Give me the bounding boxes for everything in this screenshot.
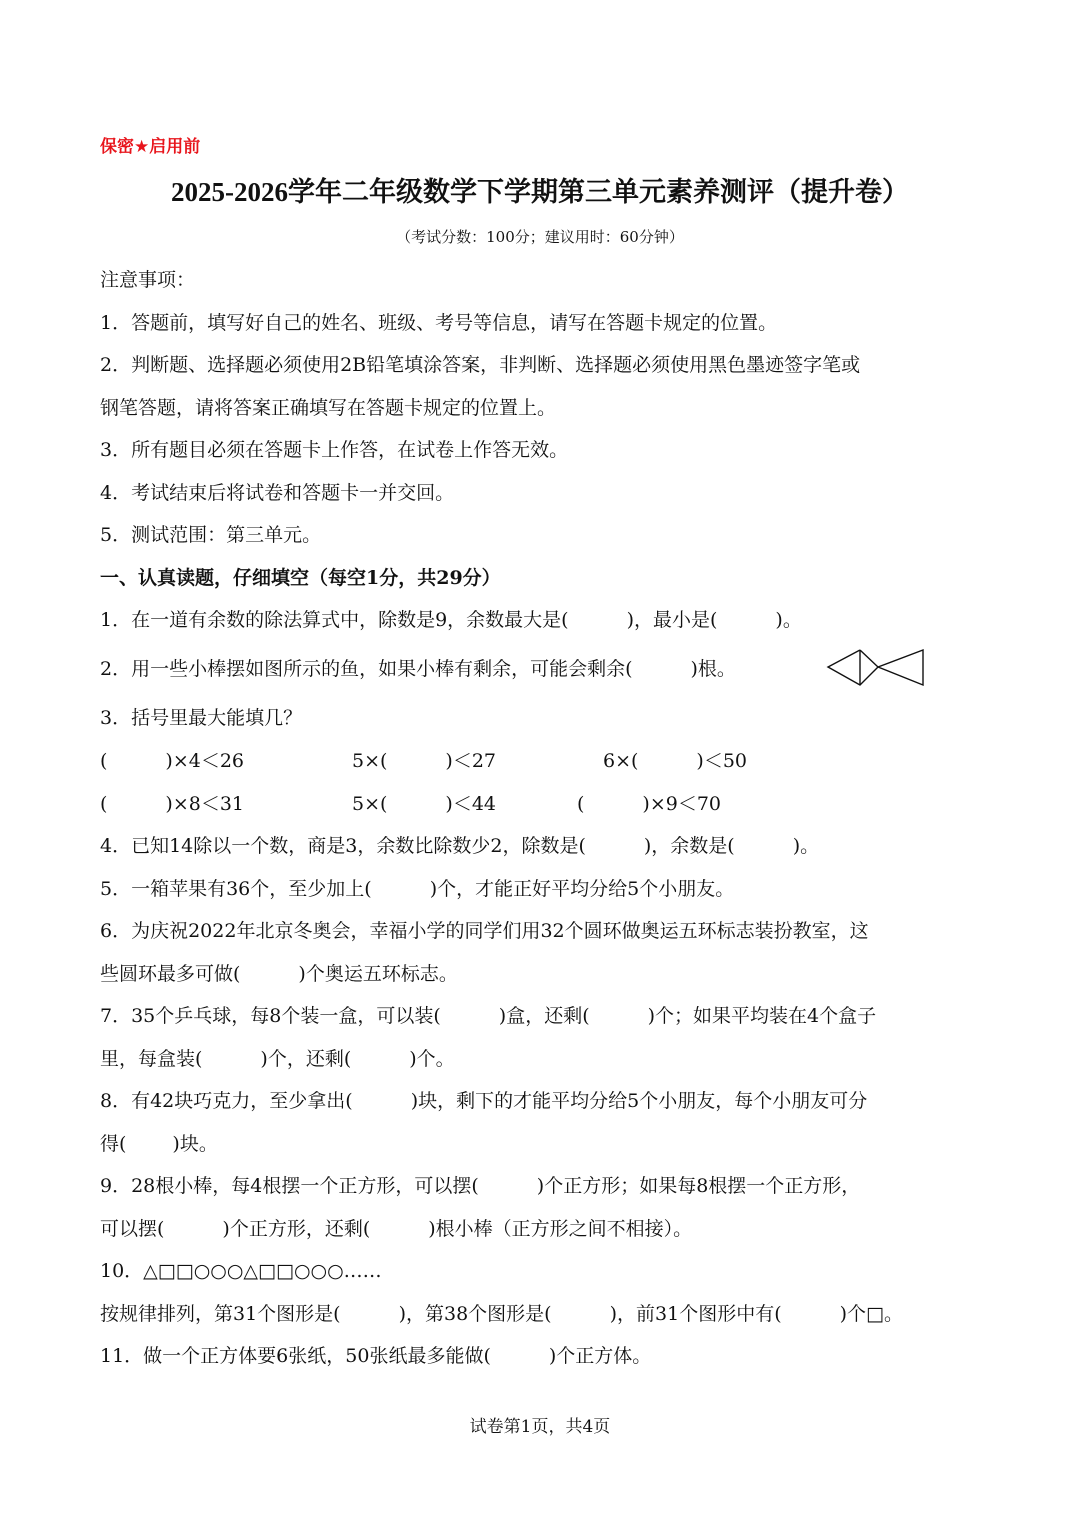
question-5: 5．一箱苹果有36个，至少加上( )个，才能正好平均分给5个小朋友。 xyxy=(100,878,735,900)
q3-item: ( )×8＜31 xyxy=(100,793,245,815)
stick-fish-figure xyxy=(826,648,926,688)
exam-info: （考试分数：100分；建议用时：60分钟） xyxy=(396,228,684,246)
q3-item: 5×( )＜44 xyxy=(352,793,497,815)
question-3: 3．括号里最大能填几？ xyxy=(100,707,303,729)
question-7: 7．35个乒乓球，每8个装一盒，可以装( )盒，还剩( )个；如果平均装在4个盒子 xyxy=(100,1005,877,1027)
notice-heading: 注意事项： xyxy=(100,269,196,291)
notice-item: 4．考试结束后将试卷和答题卡一并交回。 xyxy=(100,482,455,504)
question-9-cont: 可以摆( )个正方形，还剩( )根小棒（正方形之间不相接）。 xyxy=(100,1218,693,1240)
q3-item: 6×( )＜50 xyxy=(603,750,748,772)
question-11: 11．做一个正方体要6张纸，50张纸最多能做( )个正方体。 xyxy=(100,1345,652,1367)
q3-item: ( )×9＜70 xyxy=(577,793,722,815)
notice-item: 2．判断题、选择题必须使用2B铅笔填涂答案，非判断、选择题必须使用黑色墨迹签字笔或 xyxy=(100,354,861,376)
question-10: 10．△□□○○○△□□○○○…… xyxy=(100,1260,382,1282)
page-footer: 试卷第1页，共4页 xyxy=(469,1417,611,1437)
secret-label: 保密★启用前 xyxy=(100,137,201,157)
section-heading: 一、认真读题，仔细填空（每空1分，共29分） xyxy=(100,567,501,589)
question-4: 4．已知14除以一个数，商是3，余数比除数少2，除数是( )，余数是( )。 xyxy=(100,835,820,857)
q3-item: 5×( )＜27 xyxy=(352,750,497,772)
question-6-cont: 些圆环最多可做( )个奥运五环标志。 xyxy=(100,963,458,985)
question-2: 2．用一些小棒摆如图所示的鱼，如果小棒有剩余，可能会剩余( )根。 xyxy=(100,658,736,680)
question-10-cont: 按规律排列，第31个图形是( )，第38个图形是( )，前31个图形中有( )个□。 xyxy=(100,1303,903,1325)
notice-item: 5．测试范围：第三单元。 xyxy=(100,524,322,546)
notice-item: 3．所有题目必须在答题卡上作答，在试卷上作答无效。 xyxy=(100,439,569,461)
question-7-cont: 里，每盒装( )个，还剩( )个。 xyxy=(100,1048,455,1070)
q3-item: ( )×4＜26 xyxy=(100,750,245,772)
notice-item: 钢笔答题，请将答案正确填写在答题卡规定的位置上。 xyxy=(100,397,557,419)
question-8-cont: 得( )块。 xyxy=(100,1133,218,1155)
question-9: 9．28根小棒，每4根摆一个正方形，可以摆( )个正方形；如果每8根摆一个正方形， xyxy=(100,1175,861,1197)
question-1: 1．在一道有余数的除法算式中，除数是9，余数最大是( )，最小是( )。 xyxy=(100,609,802,631)
question-8: 8．有42块巧克力，至少拿出( )块，剩下的才能平均分给5个小朋友，每个小朋友可分 xyxy=(100,1090,868,1112)
question-6: 6．为庆祝2022年北京冬奥会，幸福小学的同学们用32个圆环做奥运五环标志装扮教室，这 xyxy=(100,920,869,942)
notice-item: 1．答题前，填写好自己的姓名、班级、考号等信息，请写在答题卡规定的位置。 xyxy=(100,312,778,334)
page-title: 2025-2026学年二年级数学下学期第三单元素养测评（提升卷） xyxy=(171,177,909,207)
